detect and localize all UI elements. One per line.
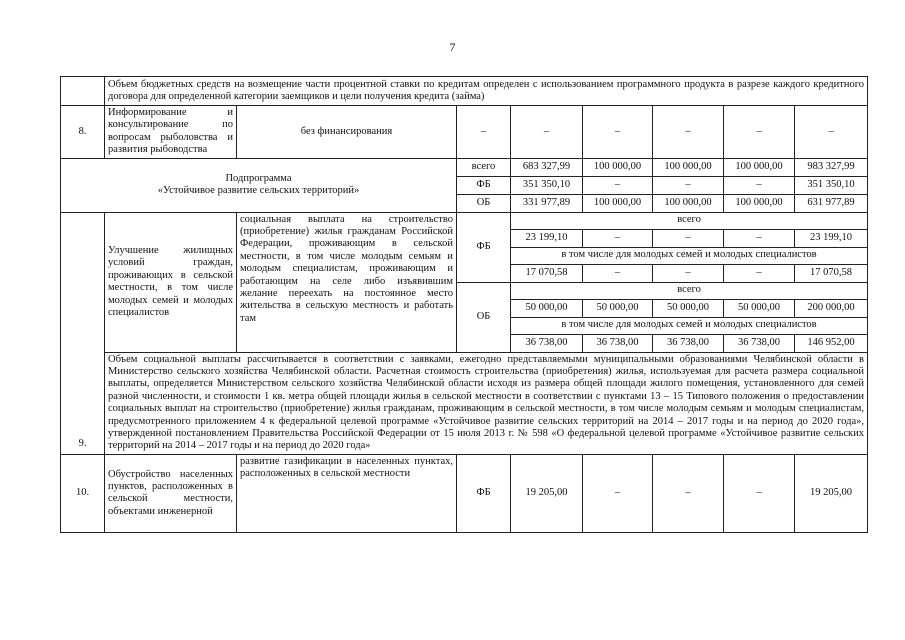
row-number: 8.: [61, 106, 105, 159]
measure-name: Информирование и консультирование по вопросам рыболовства и развития рыбоводства: [105, 106, 237, 159]
source-label: ФБ: [457, 212, 511, 282]
subprogram-title: [61, 158, 457, 212]
row-number: 9.: [61, 212, 105, 454]
budget-note-row: [61, 77, 868, 106]
cell-value: 146 952,00: [795, 334, 868, 352]
cell-value: 100 000,00: [653, 158, 724, 176]
cell-value: –: [457, 106, 511, 159]
row9-note: Объем социальной выплаты рассчитывается в соответствии с заявками, ежегодно представляемыми муниципальными образованиями Челябинской области в Министерство сельского хозяйства Челябинской области. Расчетная стоимость строительства (приобретения) жилья, используемая для расчета размера социальной выплаты, определяется Министерством сельского хозяйства Челябинской области исходя из размера общей площади жилого помещения, установленного для семей разной численности, и стоимости 1 кв. метра общей площади жилья в сельской местности в соответствии с пунктами 13 – 15 Типового положения о предоставлении социальных выплат на строительство (приобретение) жилья гражданам, проживающим в сельской местности, в том числе молодым семьям и молодым специалистам, предусмотренного приложением 4 к федеральной целевой программе «Устойчивое развитие сельских территорий на 2014 – 2017 годы и на период до 2020 года», утвержденной постановлением Правительства Российской Федерации от 15 июля 2013 г. № 598 «О федеральной целевой программе «Устойчивое развитие сельских территорий на 2014 – 2017 годы и на период до 2020 года»: [105, 352, 868, 454]
cell-value: 36 738,00: [653, 334, 724, 352]
cell-value: 100 000,00: [653, 194, 724, 212]
cell-value: 351 350,10: [511, 176, 583, 194]
subheader-total: всего: [511, 282, 868, 299]
cell-value: –: [724, 264, 795, 282]
cell-value: 351 350,10: [795, 176, 868, 194]
cell-value: 683 327,99: [511, 158, 583, 176]
cell-value: –: [583, 264, 653, 282]
cell-value: –: [653, 229, 724, 247]
cell-value: 50 000,00: [653, 299, 724, 317]
cell-value: 23 199,10: [795, 229, 868, 247]
cell-value: –: [724, 176, 795, 194]
row9-note-row: [61, 352, 868, 454]
cell-value: –: [795, 106, 868, 159]
financing-note: без финансирования: [237, 106, 457, 159]
cell-value: 50 000,00: [724, 299, 795, 317]
cell-value: 19 205,00: [795, 454, 868, 532]
subheader-youth: в том числе для молодых семей и молодых специалистов: [511, 317, 868, 334]
cell-value: –: [653, 176, 724, 194]
cell-value: –: [583, 454, 653, 532]
cell-value: 17 070,58: [511, 264, 583, 282]
cell-value: 50 000,00: [511, 299, 583, 317]
measure-name: Обустройство населенных пунктов, расположенных в сельской местности, объектами инженерной: [105, 454, 237, 532]
cell-value: 200 000,00: [795, 299, 868, 317]
subheader-total: всего: [511, 212, 868, 229]
cell-value: 23 199,10: [511, 229, 583, 247]
program-table: [60, 76, 868, 533]
budget-note: Объем бюджетных средств на возмещение части процентной ставки по кредитам определен с использованием программного продукта в разрезе каждого кредитного договора для определенной категории заемщиков и цели получения кредита (займа): [105, 77, 868, 106]
cell-value: –: [724, 229, 795, 247]
cell-value: 19 205,00: [511, 454, 583, 532]
source-label: всего: [457, 158, 511, 176]
source-label: ОБ: [457, 194, 511, 212]
cell-value: 100 000,00: [724, 194, 795, 212]
cell-value: –: [583, 176, 653, 194]
measure-description: развитие газификации в населенных пунктах, расположенных в сельской местности: [237, 454, 457, 532]
cell-value: –: [583, 229, 653, 247]
cell-value: –: [653, 106, 724, 159]
row9-fb-total-label: [61, 212, 868, 229]
cell-value: 36 738,00: [724, 334, 795, 352]
cell-value: –: [583, 106, 653, 159]
cell-value: 50 000,00: [583, 299, 653, 317]
measure-description: социальная выплата на строительство (приобретение) жилья гражданам Российской Федерации, проживающим в сельской местности, в том числе молодым семьям и молодым специалистам, проживающим и работающим на селе либо изъявившим желание переехать на постоянное место жительства в сельскую местность и работать там: [237, 212, 457, 352]
cell-value: 331 977,89: [511, 194, 583, 212]
cell-value: 983 327,99: [795, 158, 868, 176]
page-number: 7: [449, 40, 456, 54]
cell-value: –: [724, 454, 795, 532]
cell-value: –: [653, 454, 724, 532]
cell-value: 100 000,00: [583, 158, 653, 176]
cell-value: 631 977,89: [795, 194, 868, 212]
subheader-youth: в том числе для молодых семей и молодых специалистов: [511, 247, 868, 264]
cell-value: –: [653, 264, 724, 282]
cell-value: 36 738,00: [511, 334, 583, 352]
cell-value: 17 070,58: [795, 264, 868, 282]
row-number: 10.: [61, 454, 105, 532]
measure-name: Улучшение жилищных условий граждан, проживающих в сельской местности, в том числе молодых семей и молодых специалистов: [105, 212, 237, 352]
table-row-10: [61, 454, 868, 532]
source-label: ФБ: [457, 454, 511, 532]
cell-value: –: [724, 106, 795, 159]
subprogram-row-total: [61, 158, 868, 176]
table-row-8: [61, 106, 868, 159]
source-label: ФБ: [457, 176, 511, 194]
subprogram-title-line2: «Устойчивое развитие сельских территорий»: [157, 185, 360, 197]
cell-value: 36 738,00: [583, 334, 653, 352]
cell-value: 100 000,00: [724, 158, 795, 176]
subprogram-title-line1: Подпрограмма: [225, 172, 292, 184]
cell-value: 100 000,00: [583, 194, 653, 212]
source-label: ОБ: [457, 282, 511, 352]
cell-value: –: [511, 106, 583, 159]
